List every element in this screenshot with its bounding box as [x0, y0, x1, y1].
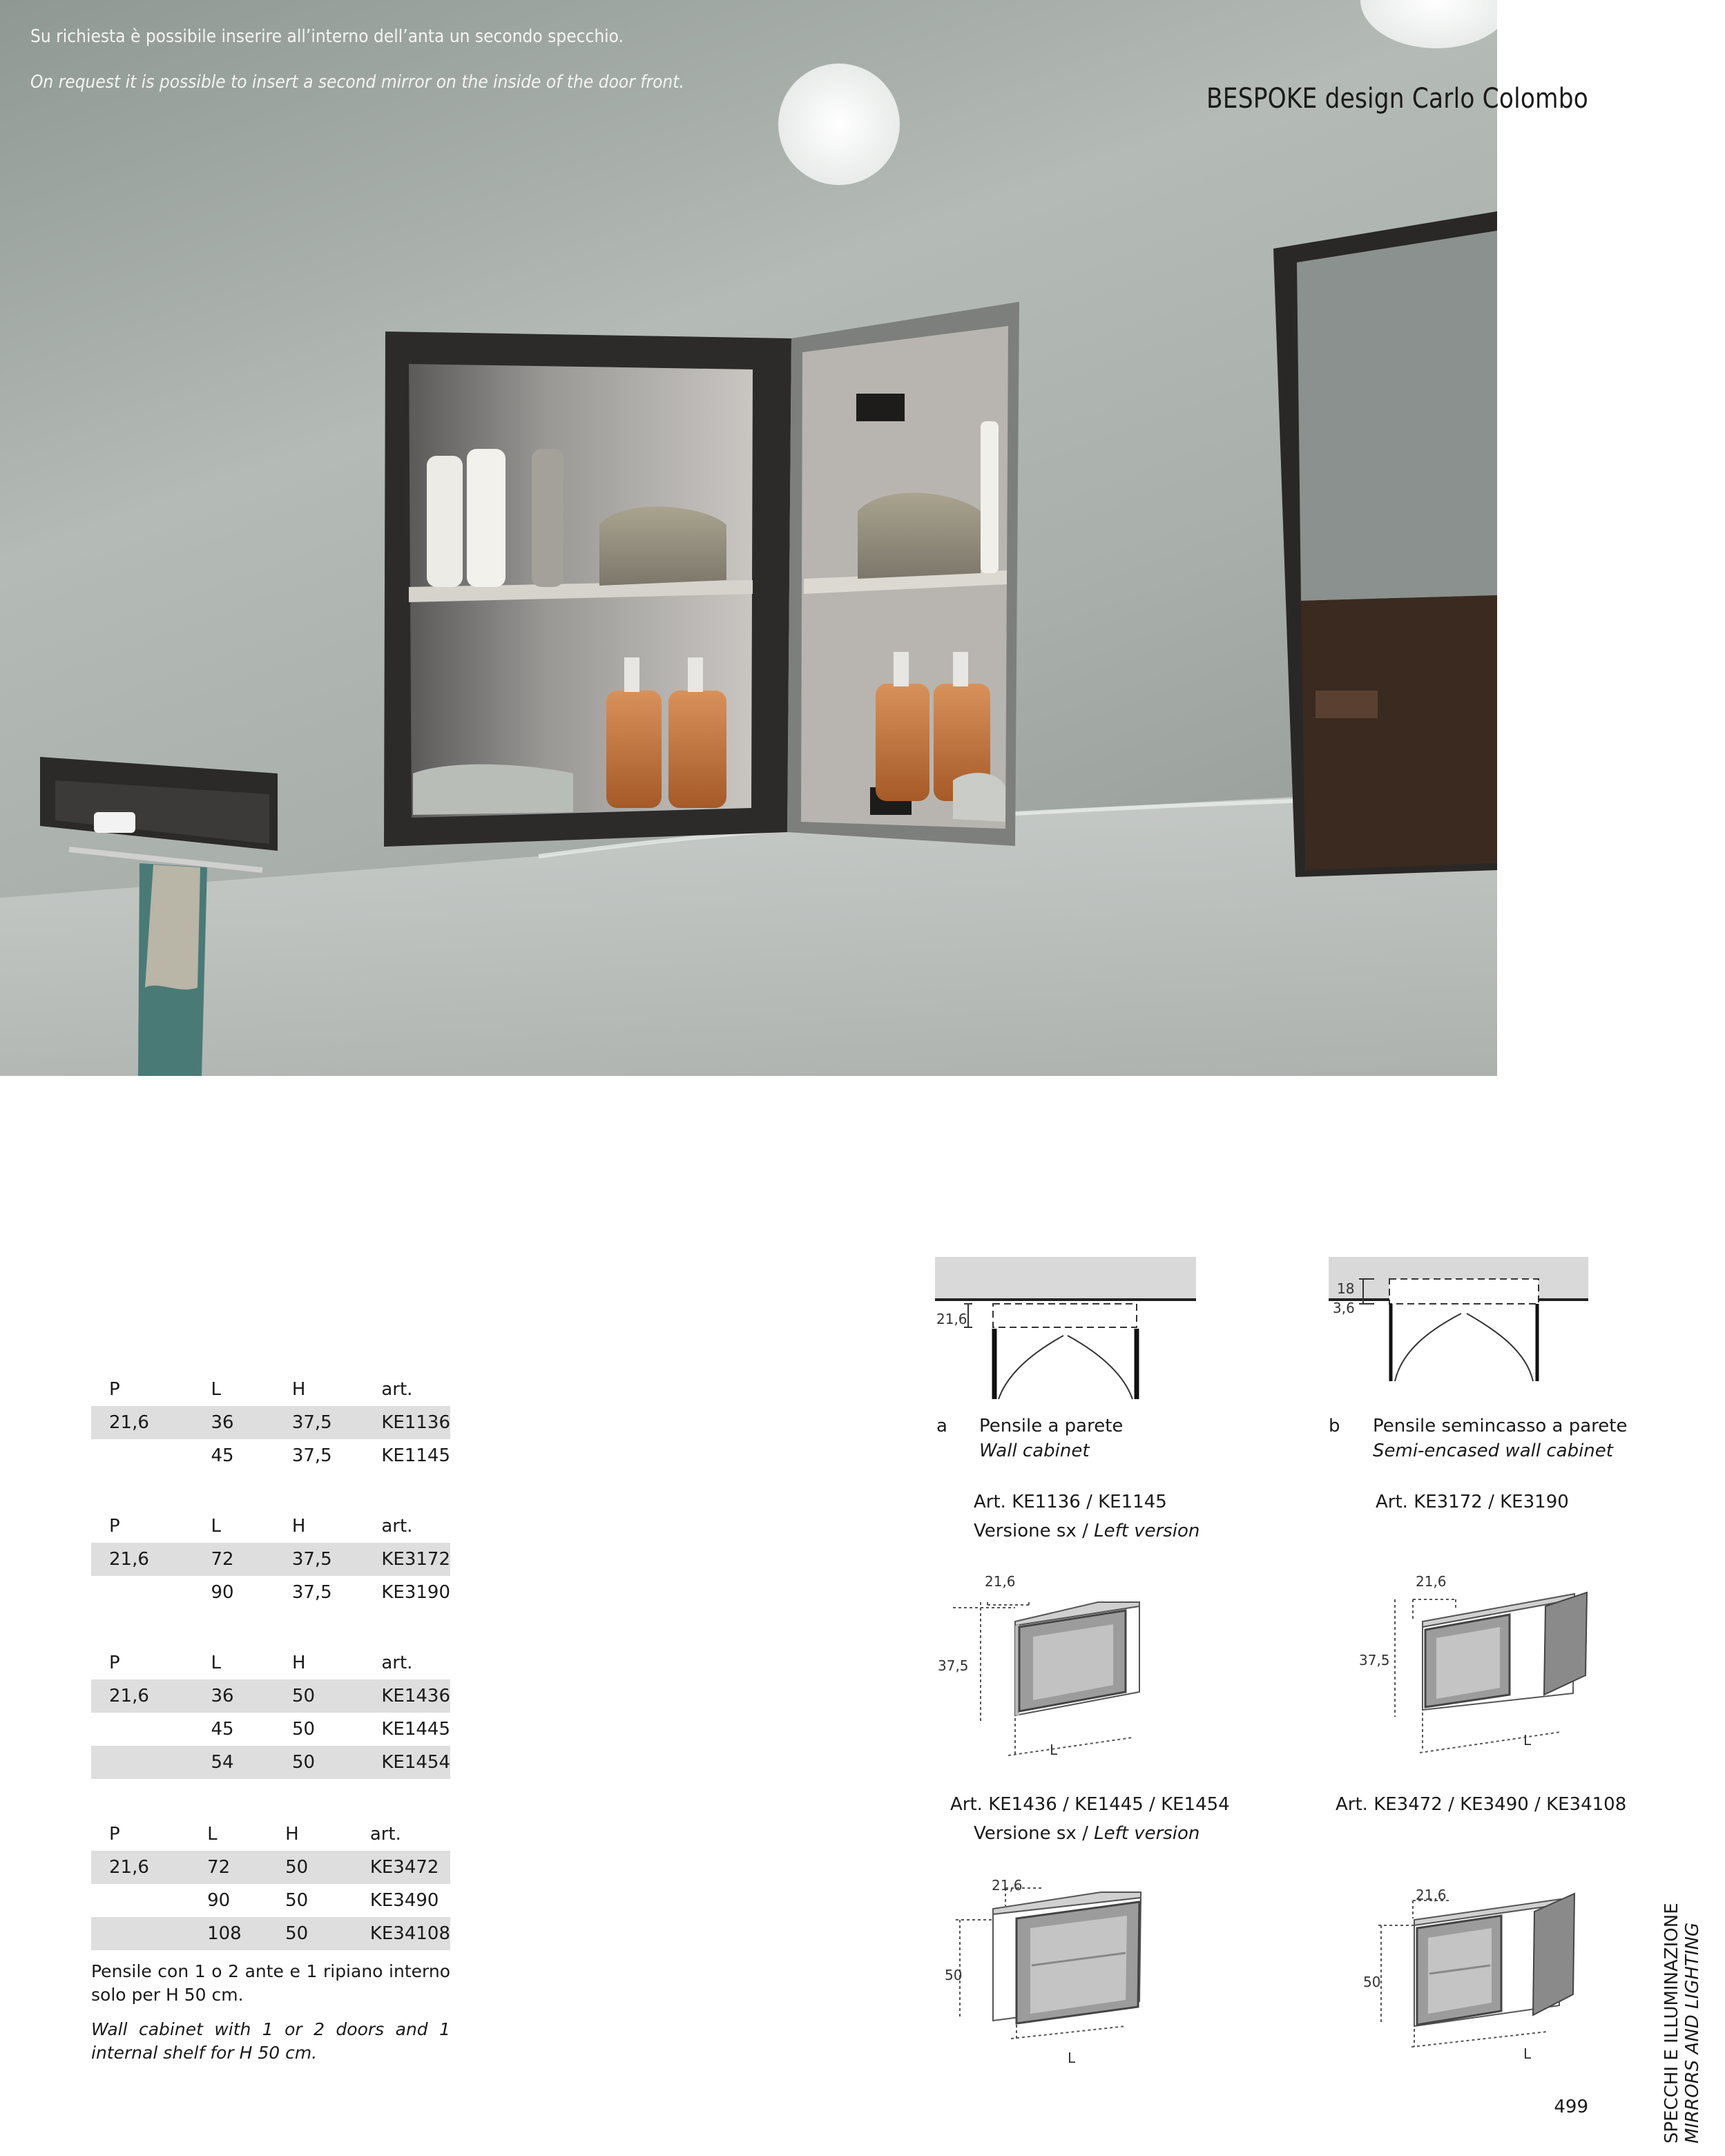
- table-header-row: [91, 1510, 450, 1543]
- dim-depth-iso-1: 21,6: [985, 1573, 1016, 1590]
- page-title: BESPOKE design Carlo Colombo: [1206, 83, 1588, 115]
- spec-table-2: [91, 1510, 450, 1609]
- version-italic: Left version: [1094, 1823, 1200, 1844]
- dim-top-b: 18: [1337, 1280, 1355, 1297]
- table-row: [91, 1746, 450, 1779]
- header-l: L: [211, 1379, 221, 1400]
- cell-h: 37,5: [291, 1445, 332, 1466]
- table-row: [91, 1576, 450, 1609]
- cell-p: [91, 1746, 197, 1779]
- cell-l: 108: [193, 1917, 278, 1950]
- cell-h: 37,5: [291, 1582, 332, 1603]
- plan-diagram-semi-encased: [1326, 1254, 1595, 1392]
- cabinet-drawing-a-small: [939, 1575, 1146, 1775]
- dim-width-iso-1: L: [1050, 1742, 1058, 1758]
- table-row: [91, 1439, 450, 1472]
- header-p: P: [109, 1653, 120, 1673]
- cell-p: [91, 1884, 193, 1917]
- cell-l: 72: [193, 1851, 278, 1884]
- cell-l: 72: [197, 1543, 285, 1576]
- cell-p: 21,6: [91, 1543, 197, 1576]
- page-number: 499: [1554, 2097, 1588, 2117]
- header-l: L: [211, 1516, 221, 1537]
- cell-l: 90: [211, 1582, 234, 1603]
- spec-table-3: [91, 1646, 450, 1779]
- spec-table-1: [91, 1373, 450, 1472]
- cell-l: 54: [197, 1746, 285, 1779]
- table-row: [91, 1851, 450, 1884]
- header-art: art.: [381, 1379, 413, 1400]
- cell-p: 21,6: [91, 1679, 197, 1713]
- cell-p: [91, 1713, 197, 1746]
- version-prefix: Versione sx /: [974, 1823, 1095, 1844]
- table-row: [91, 1406, 450, 1439]
- label-letter-a: a: [936, 1416, 947, 1436]
- label-title-b-en: Semi-encased wall cabinet: [1373, 1441, 1613, 1461]
- cell-l: 45: [211, 1445, 234, 1466]
- header-h: H: [291, 1653, 306, 1673]
- cell-art: KE1145: [381, 1445, 450, 1466]
- dim-height-iso-4: 50: [1363, 1974, 1381, 1990]
- table-row: [91, 1884, 450, 1917]
- cell-l: 90: [207, 1890, 231, 1911]
- header-h: H: [285, 1824, 299, 1845]
- cell-h: 50: [285, 1890, 309, 1911]
- header-art: art.: [369, 1824, 401, 1845]
- cell-p: [91, 1576, 197, 1609]
- cell-art: KE3172: [374, 1543, 450, 1576]
- dim-depth-iso-3: 21,6: [992, 1877, 1023, 1894]
- cell-art: KE1436: [374, 1679, 450, 1713]
- header-p: P: [109, 1379, 120, 1400]
- dim-width-iso-4: L: [1523, 2046, 1532, 2062]
- version-italic: Left version: [1094, 1521, 1200, 1541]
- cell-h: 50: [278, 1917, 363, 1950]
- art-label-b1: Art. KE3172 / KE3190: [1376, 1492, 1569, 1512]
- header-p: P: [109, 1824, 120, 1845]
- note-english: Wall cabinet with 1 or 2 doors and 1 internal shelf for H 50 cm.: [91, 2019, 450, 2063]
- cell-art: KE34108: [363, 1917, 450, 1950]
- cabinet-drawing-b-wide: [1353, 1572, 1588, 1772]
- cell-p: [91, 1439, 197, 1472]
- version-label-a1: [974, 1521, 1199, 1541]
- hero-photo: [0, 0, 1497, 1076]
- dim-height-iso-2: 37,5: [1359, 1652, 1390, 1668]
- table-row: [91, 1713, 450, 1746]
- art-label-a2: Art. KE1436 / KE1445 / KE1454: [950, 1794, 1230, 1815]
- cell-h: 50: [285, 1746, 374, 1779]
- cell-p: 21,6: [91, 1406, 197, 1439]
- cell-art: KE1454: [374, 1746, 450, 1779]
- caption-english: On request it is possible to insert a second mirror on the inside of the door front.: [30, 72, 684, 93]
- dim-width-iso-3: L: [1068, 2050, 1076, 2066]
- cell-l: 36: [197, 1406, 285, 1439]
- table-row: [91, 1917, 450, 1950]
- version-prefix: Versione sx /: [974, 1521, 1095, 1541]
- plan-diagram-wall-cabinet: [932, 1254, 1208, 1413]
- dim-width-iso-2: L: [1523, 1732, 1532, 1749]
- bathroom-cabinet-photo: [0, 0, 1497, 1076]
- dim-depth-a: 21,6: [936, 1311, 967, 1327]
- cell-h: 37,5: [285, 1543, 375, 1576]
- cell-p: [91, 1917, 193, 1950]
- cell-h: 50: [291, 1719, 316, 1740]
- table-header-row: [91, 1818, 450, 1851]
- cabinet-drawing-b-tall: [1353, 1884, 1588, 2057]
- version-label-a2: [974, 1823, 1199, 1844]
- header-art: art.: [381, 1653, 413, 1673]
- art-label-a1: Art. KE1136 / KE1145: [974, 1492, 1167, 1512]
- cell-h: 50: [285, 1679, 374, 1713]
- cell-art: KE1445: [381, 1719, 450, 1740]
- side-label-english: MIRRORS AND LIGHTING: [1682, 1922, 1703, 2144]
- header-l: L: [211, 1653, 221, 1673]
- cell-art: KE3190: [381, 1582, 450, 1603]
- section-side-label: [1661, 1903, 1703, 2144]
- cell-l: 36: [197, 1679, 285, 1713]
- cell-h: 37,5: [285, 1406, 375, 1439]
- header-l: L: [207, 1824, 218, 1845]
- cell-art: KE3472: [363, 1851, 450, 1884]
- cell-h: 50: [278, 1851, 363, 1884]
- cell-l: 45: [211, 1719, 234, 1740]
- cell-art: KE3490: [369, 1890, 439, 1911]
- label-title-a-it: Pensile a parete: [979, 1416, 1124, 1436]
- label-title-a-en: Wall cabinet: [979, 1441, 1090, 1461]
- note-italian: Pensile con 1 o 2 ante e 1 ripiano interno solo per H 50 cm.: [91, 1961, 450, 2005]
- header-p: P: [109, 1516, 120, 1537]
- label-letter-b: b: [1329, 1416, 1340, 1436]
- cabinet-drawing-a-tall: [939, 1878, 1146, 2044]
- cell-art: KE1136: [374, 1406, 450, 1439]
- header-h: H: [291, 1379, 306, 1400]
- dim-height-iso-3: 50: [945, 1967, 963, 1983]
- spec-table-4: [91, 1818, 450, 1950]
- dim-depth-iso-4: 21,6: [1416, 1887, 1447, 1903]
- cell-p: 21,6: [91, 1851, 193, 1884]
- header-h: H: [291, 1516, 306, 1537]
- dim-depth-iso-2: 21,6: [1416, 1573, 1447, 1590]
- table-header-row: [91, 1646, 450, 1679]
- dim-bottom-b: 3,6: [1333, 1300, 1355, 1316]
- table-header-row: [91, 1373, 450, 1406]
- header-art: art.: [381, 1516, 413, 1537]
- caption-italian: Su richiesta è possibile inserire all’interno dell’anta un secondo specchio.: [30, 26, 624, 47]
- art-label-b2: Art. KE3472 / KE3490 / KE34108: [1336, 1794, 1627, 1815]
- dim-height-iso-1: 37,5: [938, 1657, 969, 1674]
- table-row: [91, 1679, 450, 1713]
- label-title-b-it: Pensile semincasso a parete: [1373, 1416, 1628, 1436]
- side-label-italian: SPECCHI E ILLUMINAZIONE: [1661, 1903, 1682, 2144]
- table-row: [91, 1543, 450, 1576]
